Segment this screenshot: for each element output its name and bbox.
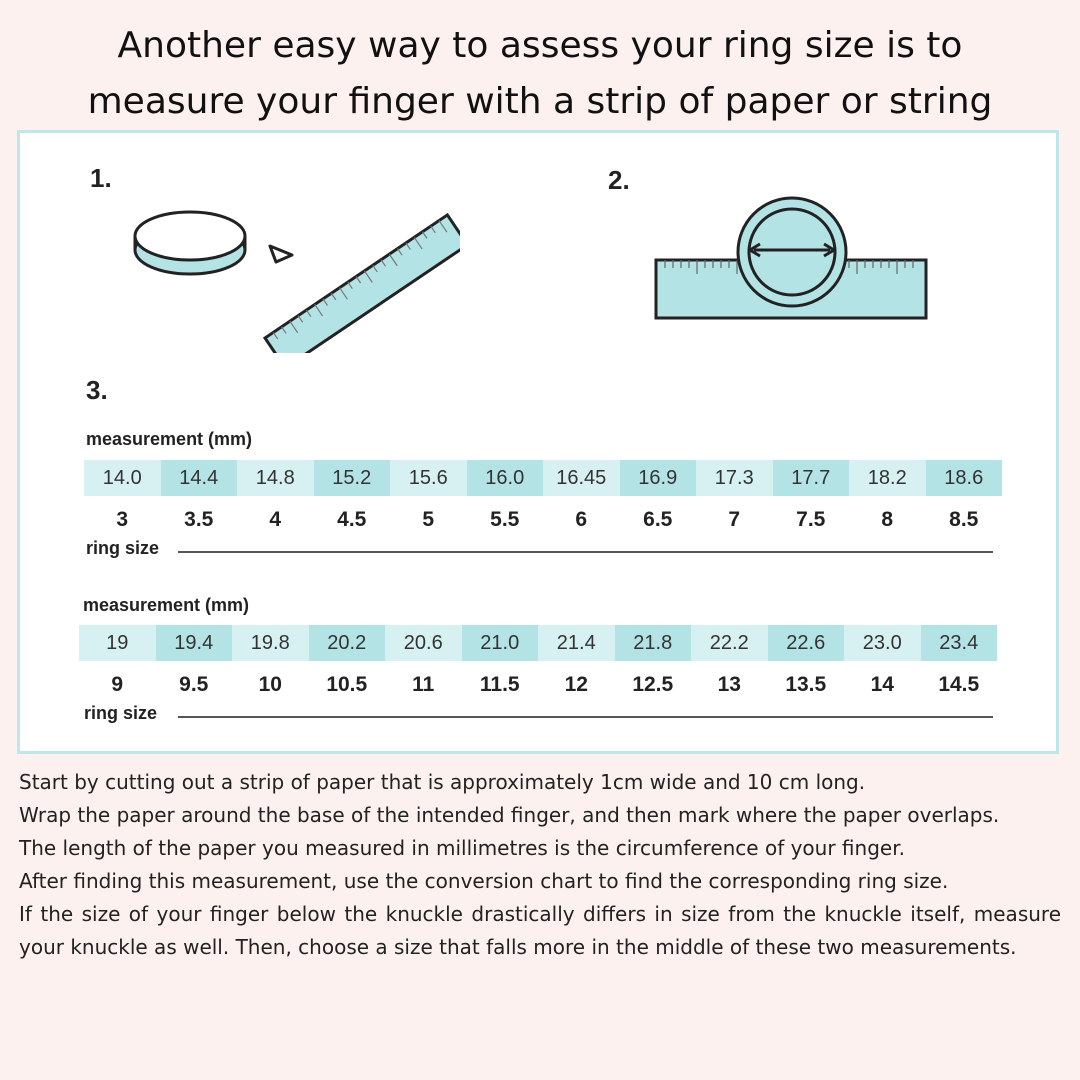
instruction-paragraph: Wrap the paper around the base of the intended finger, and then mark where the paper overlaps.	[19, 803, 1000, 827]
chart1-ring-size-divider	[178, 551, 993, 553]
measurement-cell: 17.3	[696, 460, 773, 496]
ring-size-cell: 7.5	[796, 508, 826, 531]
ring-size-cell: 4.5	[337, 508, 367, 531]
measurement-cell: 17.7	[773, 460, 850, 496]
ring-size-cell: 10	[258, 673, 282, 696]
step-1-label: 1.	[90, 163, 112, 193]
chart2-ring-size-row	[79, 673, 997, 703]
measurement-cell: 20.6	[385, 625, 462, 661]
measurement-cell: 16.45	[543, 460, 620, 496]
ring-size-cell: 3.5	[184, 508, 214, 531]
ring-size-guide-panel	[17, 130, 1059, 754]
ring-size-cell: 11.5	[479, 673, 520, 696]
instruction-paragraph: The length of the paper you measured in millimetres is the circumference of your finger.	[19, 836, 905, 860]
ring-size-cell: 9.5	[179, 673, 209, 696]
instruction-paragraph: After finding this measurement, use the conversion chart to find the corresponding ring size.	[19, 869, 949, 893]
ring-size-cell: 3	[116, 508, 129, 531]
measurement-cell: 22.2	[691, 625, 768, 661]
measurement-cell: 21.0	[462, 625, 539, 661]
measurement-cell: 18.2	[849, 460, 926, 496]
step-2-label: 2.	[608, 165, 630, 195]
page-title	[0, 18, 1080, 130]
title-line-1: Another easy way to assess your ring size is to	[117, 25, 963, 66]
measurement-cell: 14.0	[84, 460, 161, 496]
ring-size-cell: 14	[870, 673, 894, 696]
chart1-ring-size-label: ring size	[86, 538, 160, 558]
instructions	[19, 766, 1061, 964]
ring-size-cell: 13	[717, 673, 741, 696]
paper-ring-icon	[135, 212, 245, 274]
measurement-cell: 15.2	[314, 460, 391, 496]
ring-size-cell: 7	[728, 508, 741, 531]
measurement-cell: 23.4	[921, 625, 998, 661]
ring-size-cell: 9	[111, 673, 124, 696]
ring-on-ruler-illustration	[650, 178, 940, 328]
chart1-ring-size-row	[84, 508, 1002, 538]
chart2-measurement-label: measurement (mm)	[83, 595, 250, 615]
ring-size-cell: 12	[564, 673, 588, 696]
ring-size-cell: 14.5	[938, 673, 980, 696]
measurement-cell: 19	[79, 625, 156, 661]
measurement-cell: 22.6	[768, 625, 845, 661]
ring-size-cell: 8	[881, 508, 894, 531]
chart2-measurement-row	[79, 625, 997, 661]
ring-size-cell: 11	[412, 673, 435, 696]
measurement-cell: 19.8	[232, 625, 309, 661]
ring-size-cell: 6	[575, 508, 588, 531]
ring-size-cell: 6.5	[643, 508, 673, 531]
ring-size-cell: 4	[269, 508, 282, 531]
tilted-ruler-icon	[265, 215, 460, 353]
measurement-cell: 19.4	[156, 625, 233, 661]
measurement-cell: 20.2	[309, 625, 386, 661]
measurement-cell: 15.6	[390, 460, 467, 496]
measurement-cell: 14.8	[237, 460, 314, 496]
measurement-cell: 21.4	[538, 625, 615, 661]
step-3-label: 3.	[86, 375, 108, 405]
measurement-cell: 16.9	[620, 460, 697, 496]
chart1-measurement-row	[84, 460, 1002, 496]
ring-size-cell: 5.5	[490, 508, 520, 531]
ring-size-cell: 8.5	[949, 508, 979, 531]
measurement-cell: 18.6	[926, 460, 1003, 496]
measurement-cell: 16.0	[467, 460, 544, 496]
instruction-paragraph: Start by cutting out a strip of paper that is approximately 1cm wide and 10 cm long.	[19, 770, 866, 794]
chart2-ring-size-label: ring size	[84, 703, 158, 723]
ring-size-cell: 12.5	[632, 673, 674, 696]
arrow-icon	[270, 246, 292, 262]
ring-size-cell: 13.5	[785, 673, 827, 696]
chart1-measurement-label: measurement (mm)	[86, 429, 253, 449]
ring-size-cell: 5	[422, 508, 435, 531]
ring-size-cell: 10.5	[326, 673, 368, 696]
measurement-cell: 14.4	[161, 460, 238, 496]
instruction-paragraph: If the size of your finger below the knuckle drastically differs in size from the knuckle itself, measure your knuckle as well. Then, choose a size that falls more in the middle of these two measurements.	[19, 902, 1061, 959]
chart2-ring-size-divider	[178, 716, 993, 718]
measurement-cell: 21.8	[615, 625, 692, 661]
measurement-cell: 23.0	[844, 625, 921, 661]
paper-ring-and-ruler-illustration	[120, 188, 460, 353]
title-line-2: measure your finger with a strip of paper or string	[87, 81, 993, 122]
